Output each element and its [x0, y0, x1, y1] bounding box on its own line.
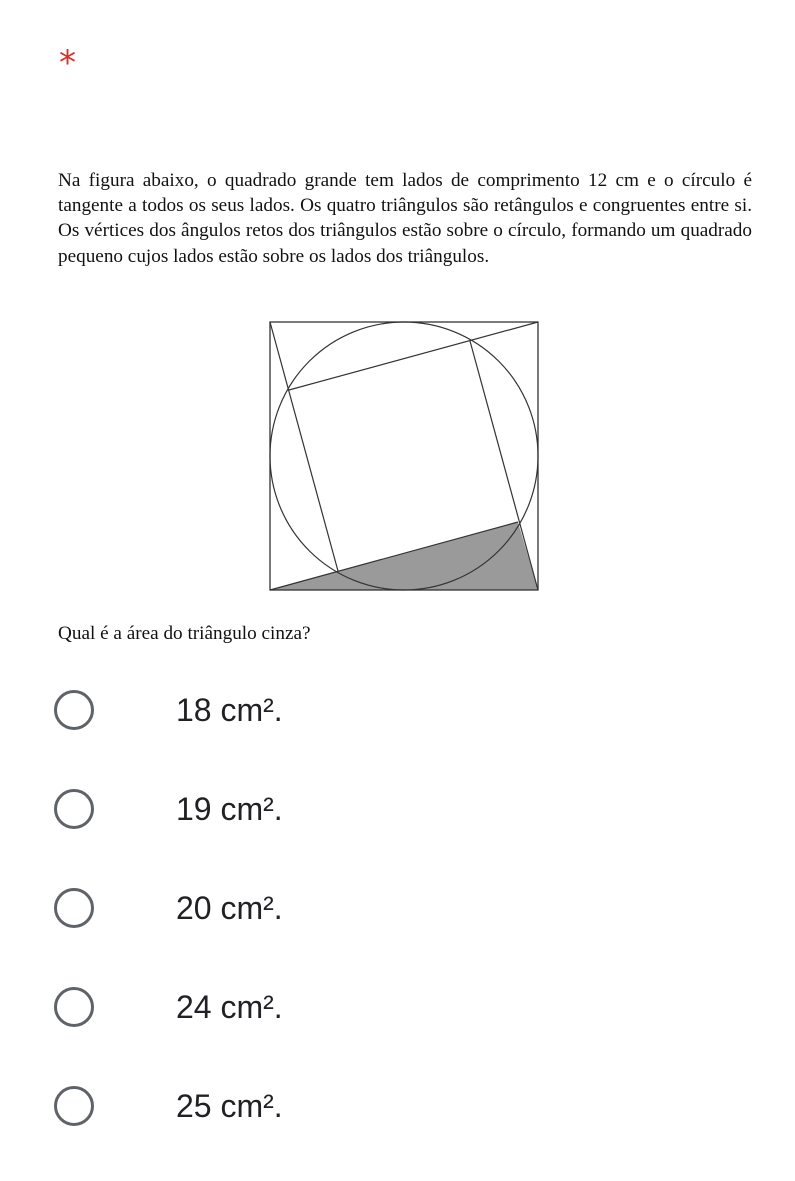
gray-triangle [270, 522, 538, 590]
required-asterisk: * [59, 43, 76, 83]
triangle-side-top [289, 322, 538, 390]
question-text: Na figura abaixo, o quadrado grande tem lados de comprimento 12 cm e o círculo é tangente a todos os seus lados. Os quatro triângulos são retângulos e congruentes entre si. Os vértices dos ângulos retos dos triângulos estão sobre o círculo, formando um quadrado pequeno cujos lados estão sobre os lados dos triângulos. [58, 170, 752, 267]
question-prompt: Qual é a área do triângulo cinza? [58, 623, 311, 644]
triangle-side-left [270, 322, 338, 571]
radio-button[interactable] [54, 690, 94, 730]
geometry-figure [264, 316, 544, 596]
option-19[interactable] [50, 785, 750, 884]
option-20[interactable] [50, 884, 750, 983]
option-label: 19 cm². [176, 791, 283, 827]
option-25[interactable] [50, 1082, 750, 1181]
radio-button[interactable] [54, 1086, 94, 1126]
option-18[interactable] [50, 686, 750, 785]
radio-button[interactable] [54, 888, 94, 928]
option-24[interactable] [50, 983, 750, 1082]
radio-button[interactable] [54, 987, 94, 1027]
option-label: 25 cm². [176, 1088, 283, 1124]
option-label: 18 cm². [176, 692, 283, 728]
option-label: 24 cm². [176, 989, 283, 1025]
radio-button[interactable] [54, 789, 94, 829]
answer-options [50, 686, 750, 1181]
option-label: 20 cm². [176, 890, 283, 926]
